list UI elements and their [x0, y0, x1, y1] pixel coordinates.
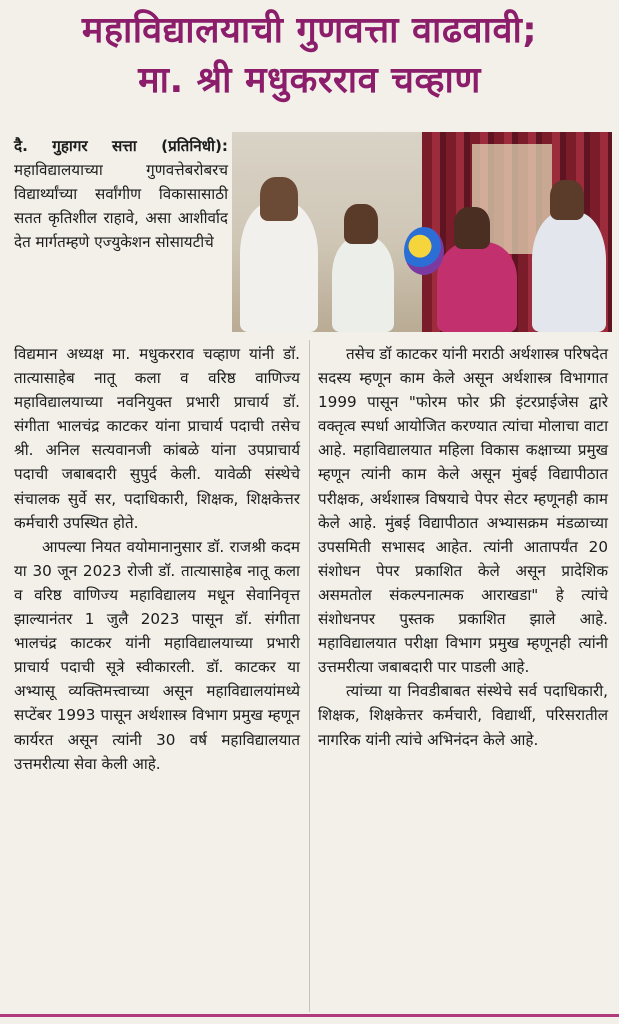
photo-person-4-head [550, 180, 584, 220]
article-intro [14, 134, 228, 254]
article-dateline: दै. गुहागर सत्ता (प्रतिनिधी): [14, 137, 228, 155]
bottom-rule [0, 1014, 619, 1017]
photo-person-3 [437, 242, 517, 332]
news-photo [232, 132, 612, 332]
photo-person-4 [532, 212, 606, 332]
article-column-right [318, 342, 608, 752]
article-column-left [14, 342, 300, 776]
column-divider [309, 340, 310, 1012]
article-paragraph-1: विद्यमान अध्यक्ष मा. मधुकरराव चव्हाण यांनी डॉ. तात्यासाहेब नातू कला व वरिष्ठ वाणिज्य महाविद्यालयाच्या नवनियुक्त प्रभारी प्राचार्य डॉ. संगीता भालचंद्र काटकर यांना प्राचार्य पदाची तसेच श्री. अनिल सत्यवानजी कांबळे यांना उपप्राचार्य पदाची जबाबदारी सुपुर्द केली. यावेळी संस्थेचे संचालक सुर्वे सर, पदाधिकारी, शिक्षक, शिक्षकेत्तर कर्मचारी उपस्थित होते. [14, 345, 300, 532]
article-paragraph-4: त्यांच्या या निवडीबाबत संस्थेचे सर्व पदाधिकारी, शिक्षक, शिक्षकेत्तर कर्मचारी, विद्यार्थी, परिसरातील नागरिक यांनी त्यांचे अभिनंदन केले आहे. [318, 682, 608, 749]
photo-person-3-head [454, 207, 490, 249]
headline-line-2: मा. श्री मधुकरराव चव्हाण [138, 60, 481, 101]
article-paragraph-3: तसेच डॉ काटकर यांनी मराठी अर्थशास्त्र परिषदेत सदस्य म्हणून काम केले असून अर्थशास्त्र विभागात 1999 पासून "फोरम फोर फ्री इंटरप्राईजेस द्वारे वक्तृत्व स्पर्धा आयोजित करण्यात त्यांचा मोलाचा वाटा आहे. महाविद्यालयात महिला विकास कक्षाच्या प्रमुख म्हणून त्यांनी काम केले असून मुंबई विद्यापीठात परीक्षक, अर्थशास्त्र विषयाचे पेपर सेटर म्हणूनही काम केले आहे. मुंबई विद्यापीठात अभ्यासक्रम मंडळाच्या उपसमिती सभासद आहेत. त्यांनी आतापर्यंत 20 संशोधन पेपर प्रकाशित केले असून प्रादेशिक असमतोल संकल्पनात्मक आराखडा" हे त्यांचे संशोधनपर पुस्तक प्रकाशित झाले आहे. महाविद्यालयात परीक्षा विभाग प्रमुख म्हणूनही त्यांनी उत्तमरीत्या जबाबदारी पार पाडली आहे. [318, 345, 608, 677]
article-paragraph-2: आपल्या नियत वयोमानानुसार डॉ. राजश्री कदम या 30 जून 2023 रोजी डॉ. तात्यासाहेब नातू कला व वरिष्ठ वाणिज्य महाविद्यालय मधून सेवानिवृत्त झाल्यानंतर 1 जुलै 2023 पासून डॉ. संगीता भालचंद्र काटकर यांनी महाविद्यालयाच्या प्रभारी प्राचार्य पदाची सूत्रे स्वीकारली. डॉ. काटकर या अभ्यासू व्यक्तिमत्त्वाच्या असून महाविद्यालयांमध्ये सप्टेंबर 1993 पासून अर्थशास्त्र विभाग प्रमुख म्हणून कार्यरत असून त्यांनी 30 वर्ष महाविद्यालयात उत्तमरीत्या सेवा केली आहे. [14, 537, 300, 773]
headline [8, 6, 611, 106]
photo-bouquet [404, 227, 444, 275]
photo-person-1 [240, 202, 318, 332]
headline-line-1: महाविद्यालयाची गुणवत्ता वाढवावी; [81, 10, 538, 51]
article-intro-text: महाविद्यालयाच्या गुणवत्तेबरोबरच विद्यार्थ्यांच्या सर्वांगीण विकासासाठी सतत कृतिशील राहावे, असा आशीर्वाद देत मार्गतम्हणे एज्युकेशन सोसायटीचे [14, 161, 228, 252]
photo-person-2-head [344, 204, 378, 244]
photo-person-1-head [260, 177, 298, 221]
photo-person-2 [332, 237, 394, 332]
